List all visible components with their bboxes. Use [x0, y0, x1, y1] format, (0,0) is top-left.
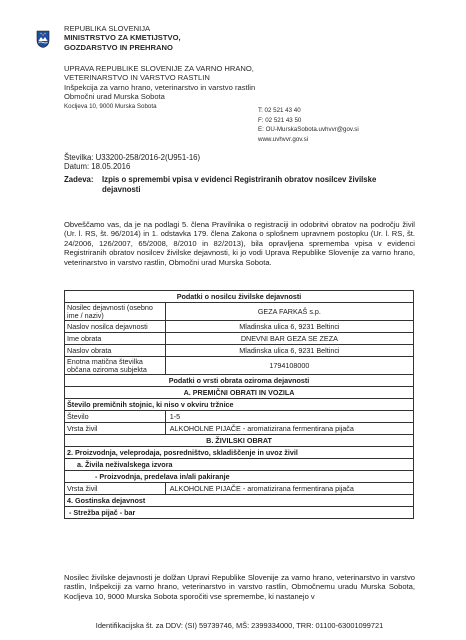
food-type-value-a: ALKOHOLNE PIJAČE - aromatizirana fermentirana pijača [165, 423, 413, 435]
subject-text-line2: dejavnosti [102, 184, 141, 194]
contact-block [258, 106, 359, 144]
closing-paragraph: Nosilec živilske dejavnosti je dolžan Upravi Republike Slovenije za varno hrano, veterinarstvo in varstvo rastlin, Inšpekciji za varno hrano, veterinarstvo in varstvo rastlin, Območnemu uradu Murska Sobota, Kocljeva 10, 9000 Murska Sobota sporočiti vse spremembe, ki nastanejo v [64, 573, 415, 601]
establishment-name-label: Ime obrata [65, 333, 166, 345]
establishment-name-value: DNEVNI BAR GEZA SE ZEZA [165, 333, 413, 345]
subject-label: Zadeva: [64, 175, 94, 184]
stands-heading: Število premičnih stojnic, ki niso v okviru tržnice [65, 399, 414, 411]
ministry-name-line1: MINISTRSTVO ZA KMETIJSTVO, [64, 33, 181, 43]
establishment-address-label: Naslov obrata [65, 345, 166, 357]
count-label: Število [65, 411, 166, 423]
footer-identifiers: Identifikacijska št. za DDV: (SI) 59739746, MŠ: 2399334000, TRR: 01100-63001099721 [95, 621, 384, 630]
production-heading: 2. Proizvodnja, veleprodaja, posredništvo, skladiščenje in uvoz živil [65, 447, 414, 459]
coat-of-arms-icon [36, 30, 50, 48]
document-meta [64, 153, 200, 171]
ministry-header [64, 24, 181, 52]
section-b-heading: B. ŽIVILSKI OBRAT [65, 435, 414, 447]
reference-number: Številka: U33200-258/2016-2(U951-16) [64, 153, 201, 162]
fax-number: F: 02 521 43 50 [258, 116, 302, 124]
food-type-label-b: Vrsta živil [65, 483, 166, 495]
agency-name-line3: Inšpekcija za varno hrano, veterinarstvo in varstvo rastlin [64, 82, 256, 92]
holder-address-value: Mladinska ulica 6, 9231 Beltinci [165, 321, 413, 333]
holder-label: Nosilec dejavnosti (osebno ime / naziv) [65, 303, 166, 321]
reg-number-value: 1794108000 [165, 357, 413, 375]
agency-address: Kocljeva 10, 9000 Murska Sobota [64, 102, 157, 110]
count-value: 1-5 [165, 411, 413, 423]
phone-number: T: 02 521 43 40 [258, 107, 301, 114]
catering-heading: 4. Gostinska dejavnost [65, 495, 414, 507]
subject-text-line1: Izpis o spremembi vpisa v evidenci Registriranih obratov nosilcev živilske [102, 175, 377, 184]
section-a-heading: A. PREMIČNI OBRATI IN VOZILA [65, 387, 414, 399]
establishment-address-value: Mladinska ulica 6, 9231 Beltinci [165, 345, 413, 357]
food-type-label-a: Vrsta živil [65, 423, 166, 435]
reg-number-label: Enotna matična številka občana oziroma subjekta [65, 357, 166, 375]
bar-heading: - Strežba pijač - bar [65, 507, 414, 519]
website-link[interactable]: www.uvhvvr.gov.si [258, 135, 309, 143]
processing-heading: - Proizvodnja, predelava in/ali pakiranje [65, 471, 414, 483]
registration-table [64, 290, 414, 519]
email-address[interactable]: E: OU-MurskaSobota.uvhvvr@gov.si [258, 126, 359, 134]
holder-heading: Podatki o nosilcu živilske dejavnosti [65, 291, 414, 303]
agency-name-line4: Območni urad Murska Sobota [64, 92, 165, 102]
food-type-value-b: ALKOHOLNE PIJAČE - aromatizirana fermentirana pijača [165, 483, 413, 495]
agency-name-line1: UPRAVA REPUBLIKE SLOVENIJE ZA VARNO HRANO, [64, 64, 254, 73]
country-name: REPUBLIKA SLOVENIJA [64, 24, 151, 33]
agency-name-line2: VETERINARSTVO IN VARSTVO RASTLIN [64, 73, 210, 83]
document-date: Datum: 18.05.2016 [64, 162, 131, 172]
intro-paragraph: Obveščamo vas, da je na podlagi 5. člena Pravilnika o registraciji in odobritvi obratov na področju živil (Ur. l. RS, št. 96/2014) in 1. odstavka 179. člena Zakona o splošnem upravnem postopku (Ur. l. RS, št. 24/2006, 126/2007, 65/2008, 8/2010 in 82/2013), bila opravljena sprememba vpisa v evidenci Registriranih obratov nosilcev živilske dejavnosti, ki jo vodi Uprava Republike Slovenije za varno hrano, veterinarstvo in varstvo rastlin, Območni urad Murska Sobota. [64, 220, 415, 267]
non-animal-heading: a. Živila neživalskega izvora [65, 459, 414, 471]
ministry-name-line2: GOZDARSTVO IN PREHRANO [64, 42, 173, 52]
subject-line [64, 175, 410, 194]
holder-address-label: Naslov nosilca dejavnosti [65, 321, 166, 333]
type-heading: Podatki o vrsti obrata oziroma dejavnosti [65, 375, 414, 387]
agency-header [64, 64, 255, 111]
holder-value: GEZA FARKAŠ s.p. [165, 303, 413, 321]
